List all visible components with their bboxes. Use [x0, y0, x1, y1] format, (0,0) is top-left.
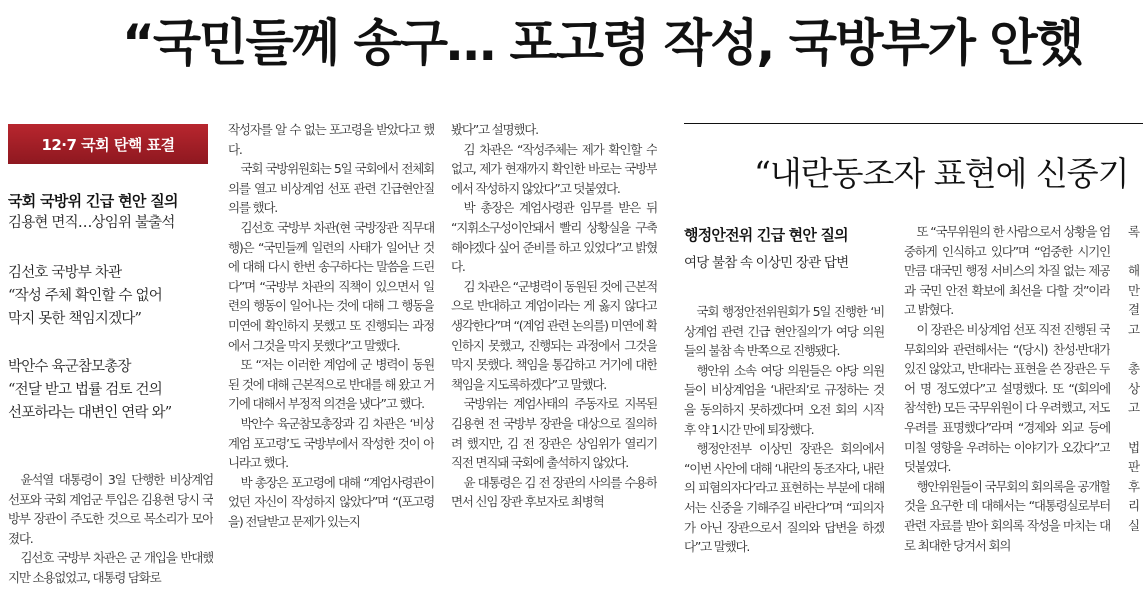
- paragraph: 박안수 육군참모총장과 김 차관은 ‘비상계엄 포고령’도 국방부에서 작성한 것이 아니라고 했다.: [228, 415, 434, 471]
- paragraph: 또 “국무위원의 한 사람으로서 상황을 엄중하게 인식하고 있다”며 “엄중한 시기인 만큼 대국민 행정 서비스의 차질 없는 제공과 국민 안전 확보에 최선을 다할 것”이라고 밝혔다.: [904, 224, 1110, 318]
- paragraph: 국회 행정안전위원회가 5일 진행한 ‘비상계엄 관련 긴급 현안질의’가 여당 의원들의 불참 속 반쪽으로 진행됐다.: [684, 304, 884, 359]
- secondary-headline: “내란동조자 표현에 신중기: [754, 154, 1129, 193]
- lead-title: 국회 국방위 긴급 현안 질의: [8, 192, 178, 210]
- lead-block-2: [8, 262, 213, 331]
- paragraph: 이 장관은 비상계엄 선포 직전 진행된 국무회의와 관련해서는 “(당시) 찬성·반대가 있진 않았고, 반대라는 표현을 쓴 장관은 두어 명 정도였다”고 설명했다. 또 “(회의에 참석한) 모든 국무위원이 다 우려했고, 저도 우려를 표명했다”라며 “경제와 외교 등에 미칠 영향을 우려하는 이야기가 오갔다”고 덧붙였다.: [904, 321, 1110, 475]
- line-fragment: [1128, 418, 1143, 438]
- line-fragment: [1128, 340, 1143, 360]
- paragraph: 윤 대통령은 김 전 장관의 사의를 수용하면서 신임 장관 후보자로 최병혁: [451, 474, 657, 510]
- line-fragment: 총: [1128, 361, 1141, 377]
- paragraph: 봤다”고 설명했다.: [451, 122, 538, 137]
- line-fragment: 후: [1128, 478, 1141, 494]
- article-column-2: [451, 120, 657, 592]
- line-fragment: 리: [1128, 498, 1141, 514]
- paragraph: 행안위 소속 여당 의원들은 야당 의원들이 비상계엄을 ‘내란죄’로 규정하는 것을 동의하지 못하겠다며 오전 회의 시작 후 약 1시간 만에 퇴장했다.: [684, 362, 884, 437]
- lead-subtitle: 김용현 면직…상임위 불출석: [8, 215, 175, 231]
- paragraph: 윤석열 대통령이 3일 단행한 비상계엄 선포와 국회 계엄군 투입은 김용현 당시 국방부 장관이 주도한 것으로 목소리가 모아졌다.: [8, 472, 213, 546]
- line-fragment: 고: [1128, 321, 1141, 337]
- section-divider: [684, 123, 1143, 124]
- lead-block-3: [8, 356, 213, 425]
- paragraph: 또 “저는 이러한 계엄에 군 병력이 동원된 것에 대해 근본적으로 반대를 해 왔고 거기에 대해서 부정적 의견을 냈다”고 했다.: [228, 357, 434, 412]
- article-column-4: [904, 222, 1110, 592]
- line-fragment: 상: [1128, 380, 1141, 396]
- article-column-1: [228, 120, 434, 592]
- line-fragment: 실: [1128, 517, 1141, 533]
- main-headline: “국민들께 송구… 포고령 작성, 국방부가 안했: [122, 14, 1082, 72]
- paragraph: 행정안전부 이상민 장관은 회의에서 “이번 사안에 대해 ‘내란의 동조자다, 내란의 피혐의자다’라고 표현하는 부분에 대해서는 신중을 기해주길 바란다”며 “피의자가 아닌 장관으로서 질의와 답변을 하겠다”고 말했다.: [684, 441, 884, 555]
- line-fragment: 해: [1128, 263, 1141, 279]
- lead-quote: “전달 받고 법률 검토 건의 선포하라는 대변인 연락 와”: [8, 382, 172, 421]
- paragraph: 작성자를 알 수 없는 포고령을 받았다고 했다.: [228, 122, 434, 157]
- paragraph: 행안위원들이 국무회의 회의록을 공개할 것을 요구한 데 대해서는 “대통령실로부터 관련 자료를 받아 회의록 작성을 마치는 대로 최대한 당겨서 회의: [904, 478, 1110, 553]
- line-fragment: [1128, 242, 1143, 262]
- lead-block-1: [8, 190, 213, 235]
- paragraph: 김 차관은 “군병력이 동원된 것에 근본적으로 반대하고 계엄이라는 게 옳지 않다고 생각한다”며 “(계엄 관련 논의를) 미연에 확인하지 못했고, 진행되는 과정에서 그것을 막지 못했다. 책임을 통감하고 거기에 대한 책임을 지도록하겠다”고 말했다.: [451, 278, 657, 392]
- lead-speaker: 김선호 국방부 차관: [8, 265, 122, 281]
- line-fragment: 만: [1128, 282, 1141, 298]
- line-fragment: 고: [1128, 400, 1141, 416]
- paragraph: 박 총장은 포고령에 대해 “계엄사령관이었던 자신이 작성하지 않았다”며 “(포고령을) 전달받고 문제가 있는지: [228, 474, 434, 529]
- paragraph: 국방위는 계엄사태의 주동자로 지목된 김용현 전 국방부 장관을 대상으로 질의하려 했지만, 김 전 장관은 상임위가 열리기 직전 면직돼 국회에 출석하지 않았다.: [451, 396, 657, 471]
- section-subheading: 여당 불참 속 이상민 장관 답변: [684, 255, 849, 271]
- line-fragment: 판: [1128, 459, 1141, 475]
- article-column-0: [8, 470, 213, 592]
- article-column-3: [684, 302, 884, 592]
- paragraph: 김 차관은 “작성주체는 제가 확인할 수 없고, 제가 현재까지 확인한 바로는 국방부에서 작성하지 않았다”고 덧붙였다.: [451, 141, 657, 196]
- section-subtitle: 행정안전위 긴급 현안 질의: [684, 226, 848, 244]
- section-badge: 12·7 국회 탄핵 표결: [8, 124, 208, 164]
- line-fragment: 록: [1128, 224, 1141, 239]
- paragraph: 김선호 국방부 차관은 군 개입을 반대했지만 소용없었고, 대통령 담화로: [8, 550, 213, 585]
- article-column-5-cut: [1128, 222, 1143, 592]
- paragraph: 박 총장은 계엄사령관 임무를 받은 뒤 “지휘소구성이안돼서 빨리 상황실을 구축해야겠다 싶어 준비를 하고 있었다”고 밝혔다.: [451, 200, 657, 275]
- lead-quote: “작성 주체 확인할 수 없어 막지 못한 책임지겠다”: [8, 288, 162, 327]
- line-fragment: 결: [1128, 302, 1141, 318]
- paragraph: 김선호 국방부 차관(현 국방장관 직무대행)은 “국민들께 일련의 사태가 일어난 것에 대해 다시 한번 송구하다는 말씀을 드린다”며 “국방부 차관의 직책이 있으면서 일련의 행동이 일어나는 것에 대해 그 행동을 미연에 확인하지 못했고 또 진행되는 과정에서 그것을 막지 못했다”고 말했다.: [228, 219, 434, 353]
- paragraph: 국회 국방위원회는 5일 국회에서 전체회의를 열고 비상계엄 선포 관련 긴급현안질의를 했다.: [228, 161, 434, 216]
- line-fragment: 법: [1128, 439, 1141, 455]
- lead-speaker: 박안수 육군참모총장: [8, 359, 131, 375]
